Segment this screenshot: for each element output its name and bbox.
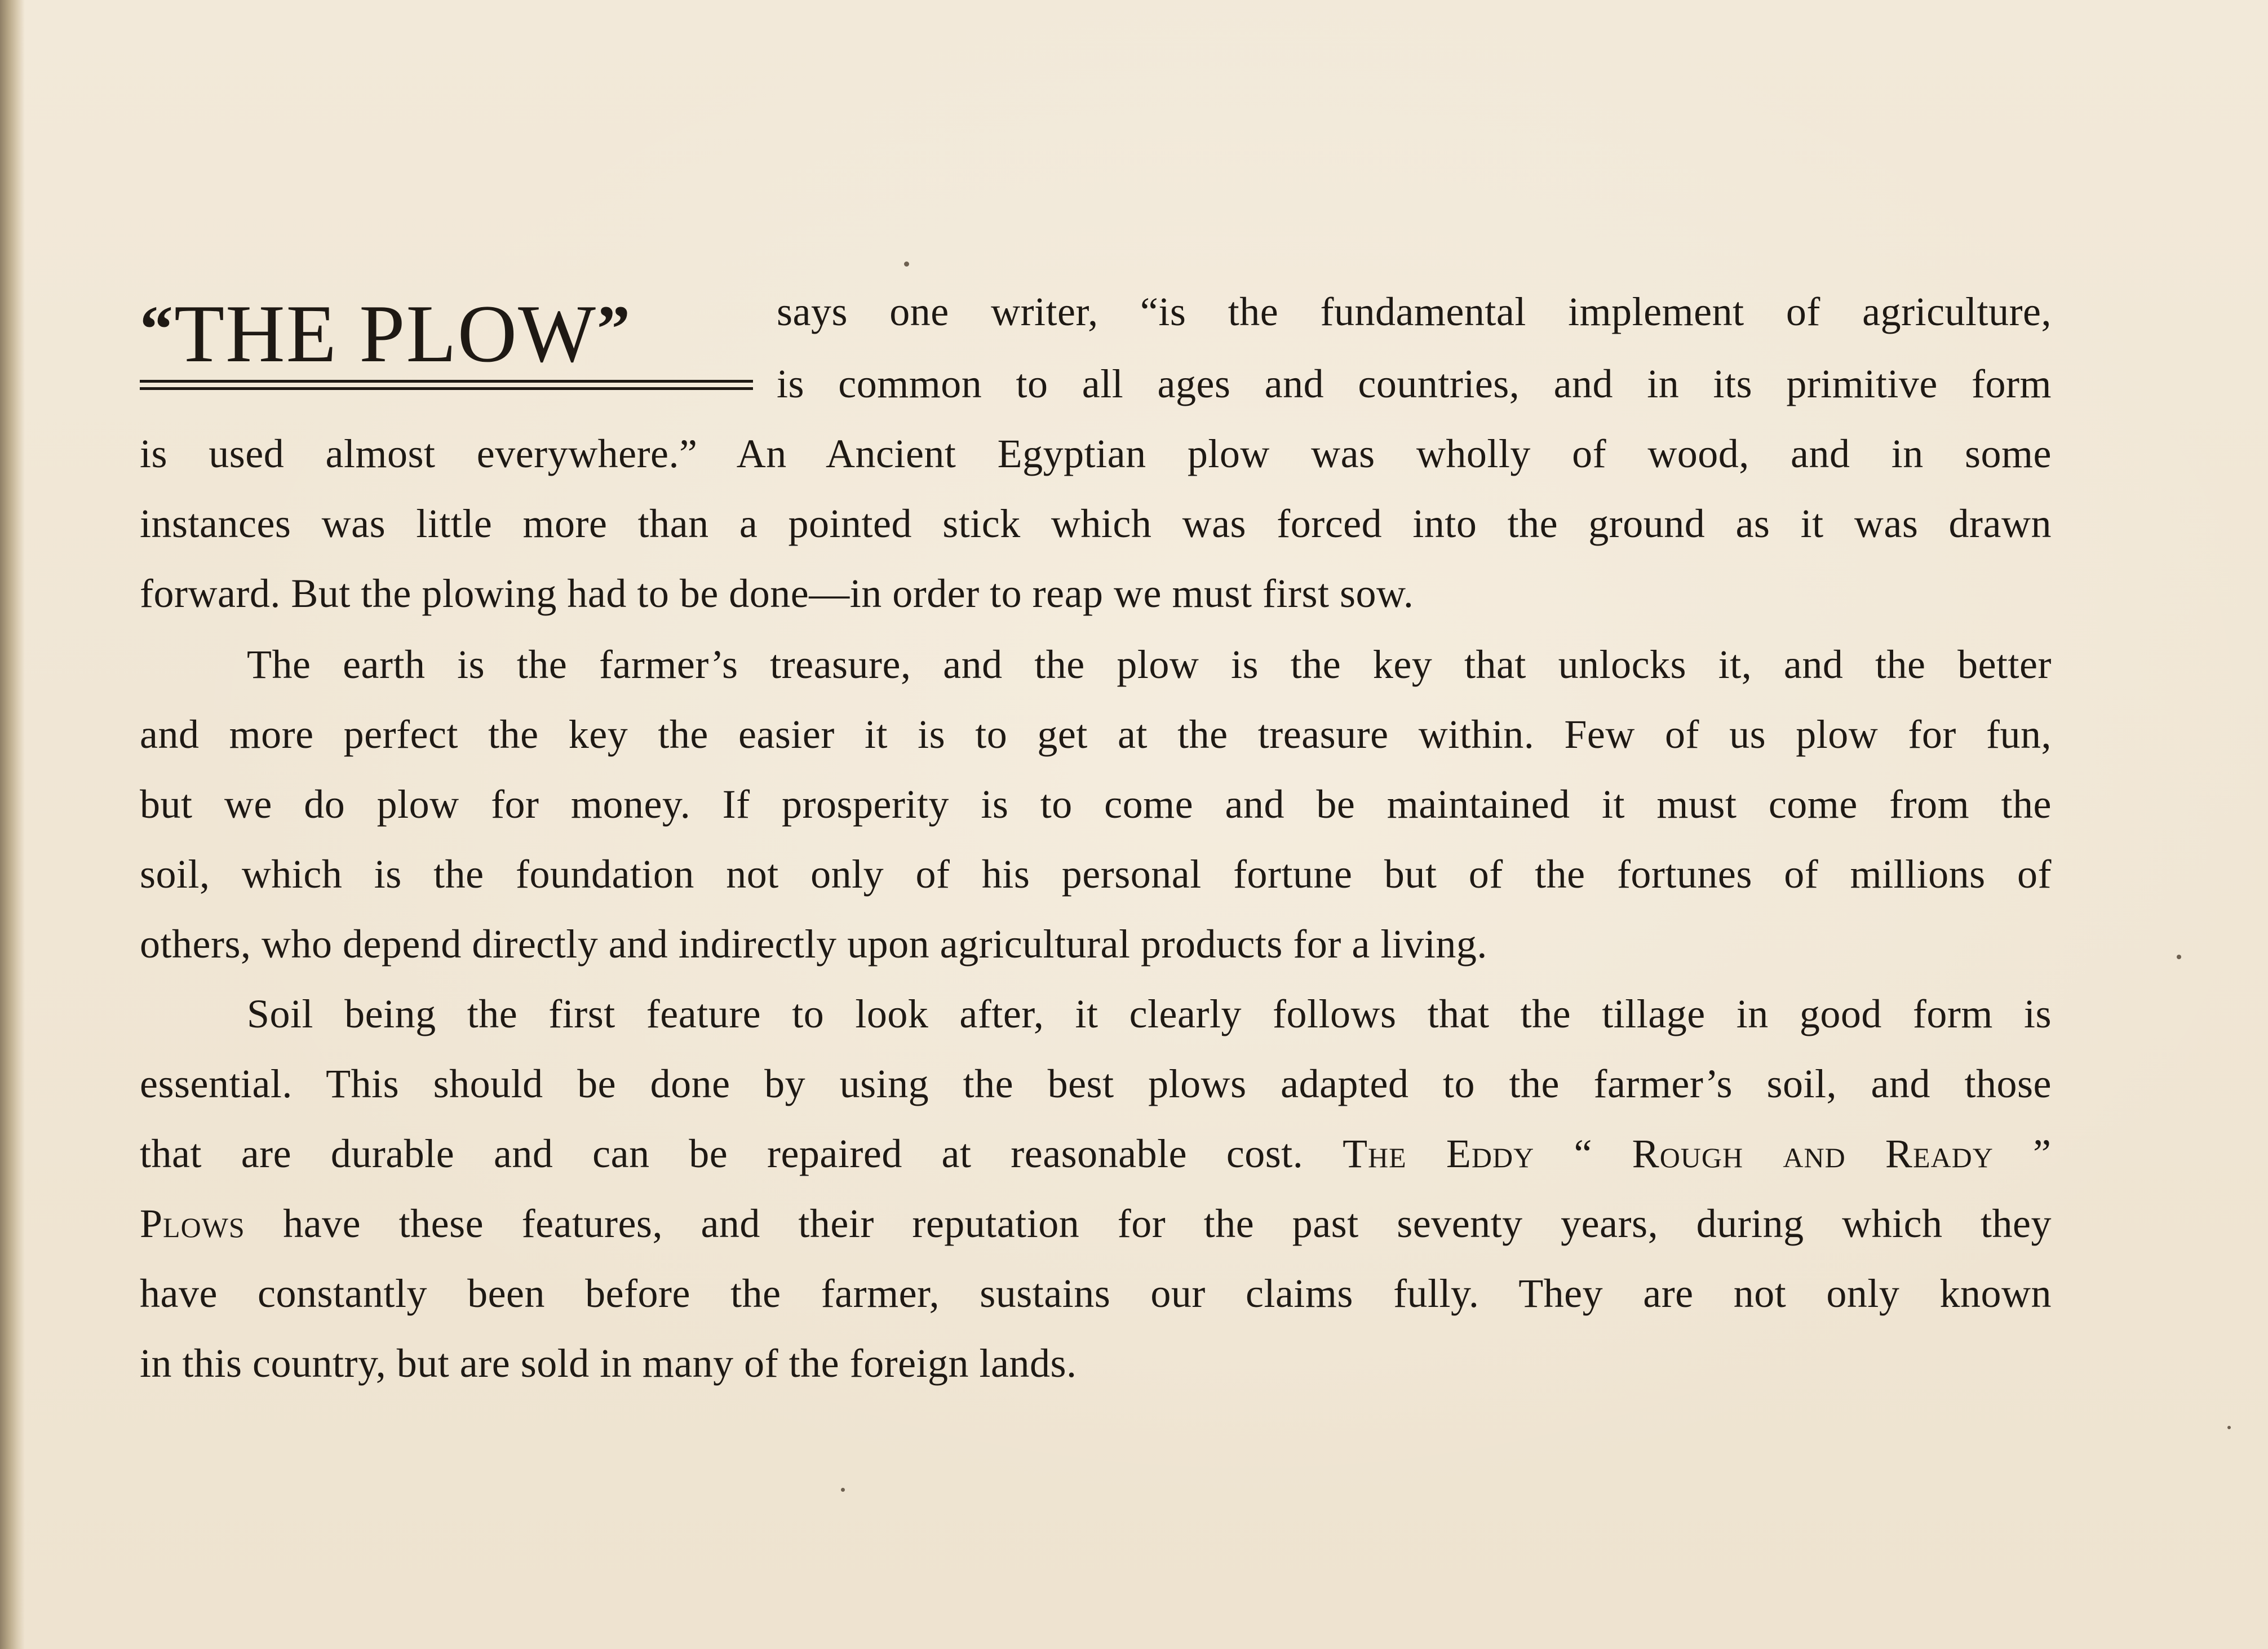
paragraph1-line: forward. But the plowing had to be done—in order to reap we must first sow. (140, 571, 1414, 616)
paper-speck (2177, 955, 2181, 959)
paragraph2-line: soil, which is the foundation not only of his personal fortune but of the fortunes of millions of (140, 852, 2052, 897)
paragraph1-line: says one writer, “is the fundamental implement of agriculture, (777, 289, 2052, 334)
article-heading (140, 281, 631, 382)
paper-speck (841, 1488, 845, 1492)
paragraph2-line: others, who depend directly and indirectly upon agricultural products for a living. (140, 921, 1487, 967)
brand-name-plows: Plows (140, 1201, 245, 1246)
paragraph3-line: Soil being the first feature to look after, it clearly follows that the tillage in good form is (247, 991, 2052, 1036)
paragraph3-line (140, 1198, 2052, 1249)
paper-speck (2227, 1426, 2231, 1429)
paragraph3-line: in this country, but are sold in many of the foreign lands. (140, 1341, 1077, 1386)
heading-open-quote: “ (140, 292, 174, 366)
paragraph2-line: but we do plow for money. If prosperity is to come and be maintained it must come from the (140, 782, 2052, 827)
binding-gutter (0, 0, 25, 1649)
paragraph1-line: is common to all ages and countries, and in its primitive form (777, 361, 2052, 406)
heading-title: THE PLOW (174, 288, 597, 379)
paragraph3-line3-text: that are durable and can be repaired at reasonable cost. (140, 1131, 1304, 1176)
heading-close-quote: ” (596, 292, 631, 366)
heading-double-rule (140, 380, 753, 390)
paper-speck (904, 261, 909, 267)
paragraph3-line (140, 1128, 2052, 1179)
paragraph1-line: is used almost everywhere.” An Ancient Egyptian plow was wholly of wood, and in some (140, 431, 2052, 476)
paragraph1-line: instances was little more than a pointed stick which was forced into the ground as it was drawn (140, 501, 2052, 546)
heading-block (140, 281, 754, 406)
paragraph3-line: essential. This should be done by using the best plows adapted to the farmer’s soil, and those (140, 1061, 2052, 1106)
paragraph3-line: have constantly been before the farmer, sustains our claims fully. They are not only known (140, 1271, 2052, 1316)
paragraph2-line: The earth is the farmer’s treasure, and the plow is the key that unlocks it, and the better (247, 642, 2052, 687)
paragraph2-line: and more perfect the key the easier it is to get at the treasure within. Few of us plow for fun, (140, 712, 2052, 757)
paragraph3-line4-text: have these features, and their reputation for the past seventy years, during which they (283, 1201, 2052, 1246)
brand-name: The Eddy “ Rough and Ready ” (1343, 1131, 2052, 1176)
